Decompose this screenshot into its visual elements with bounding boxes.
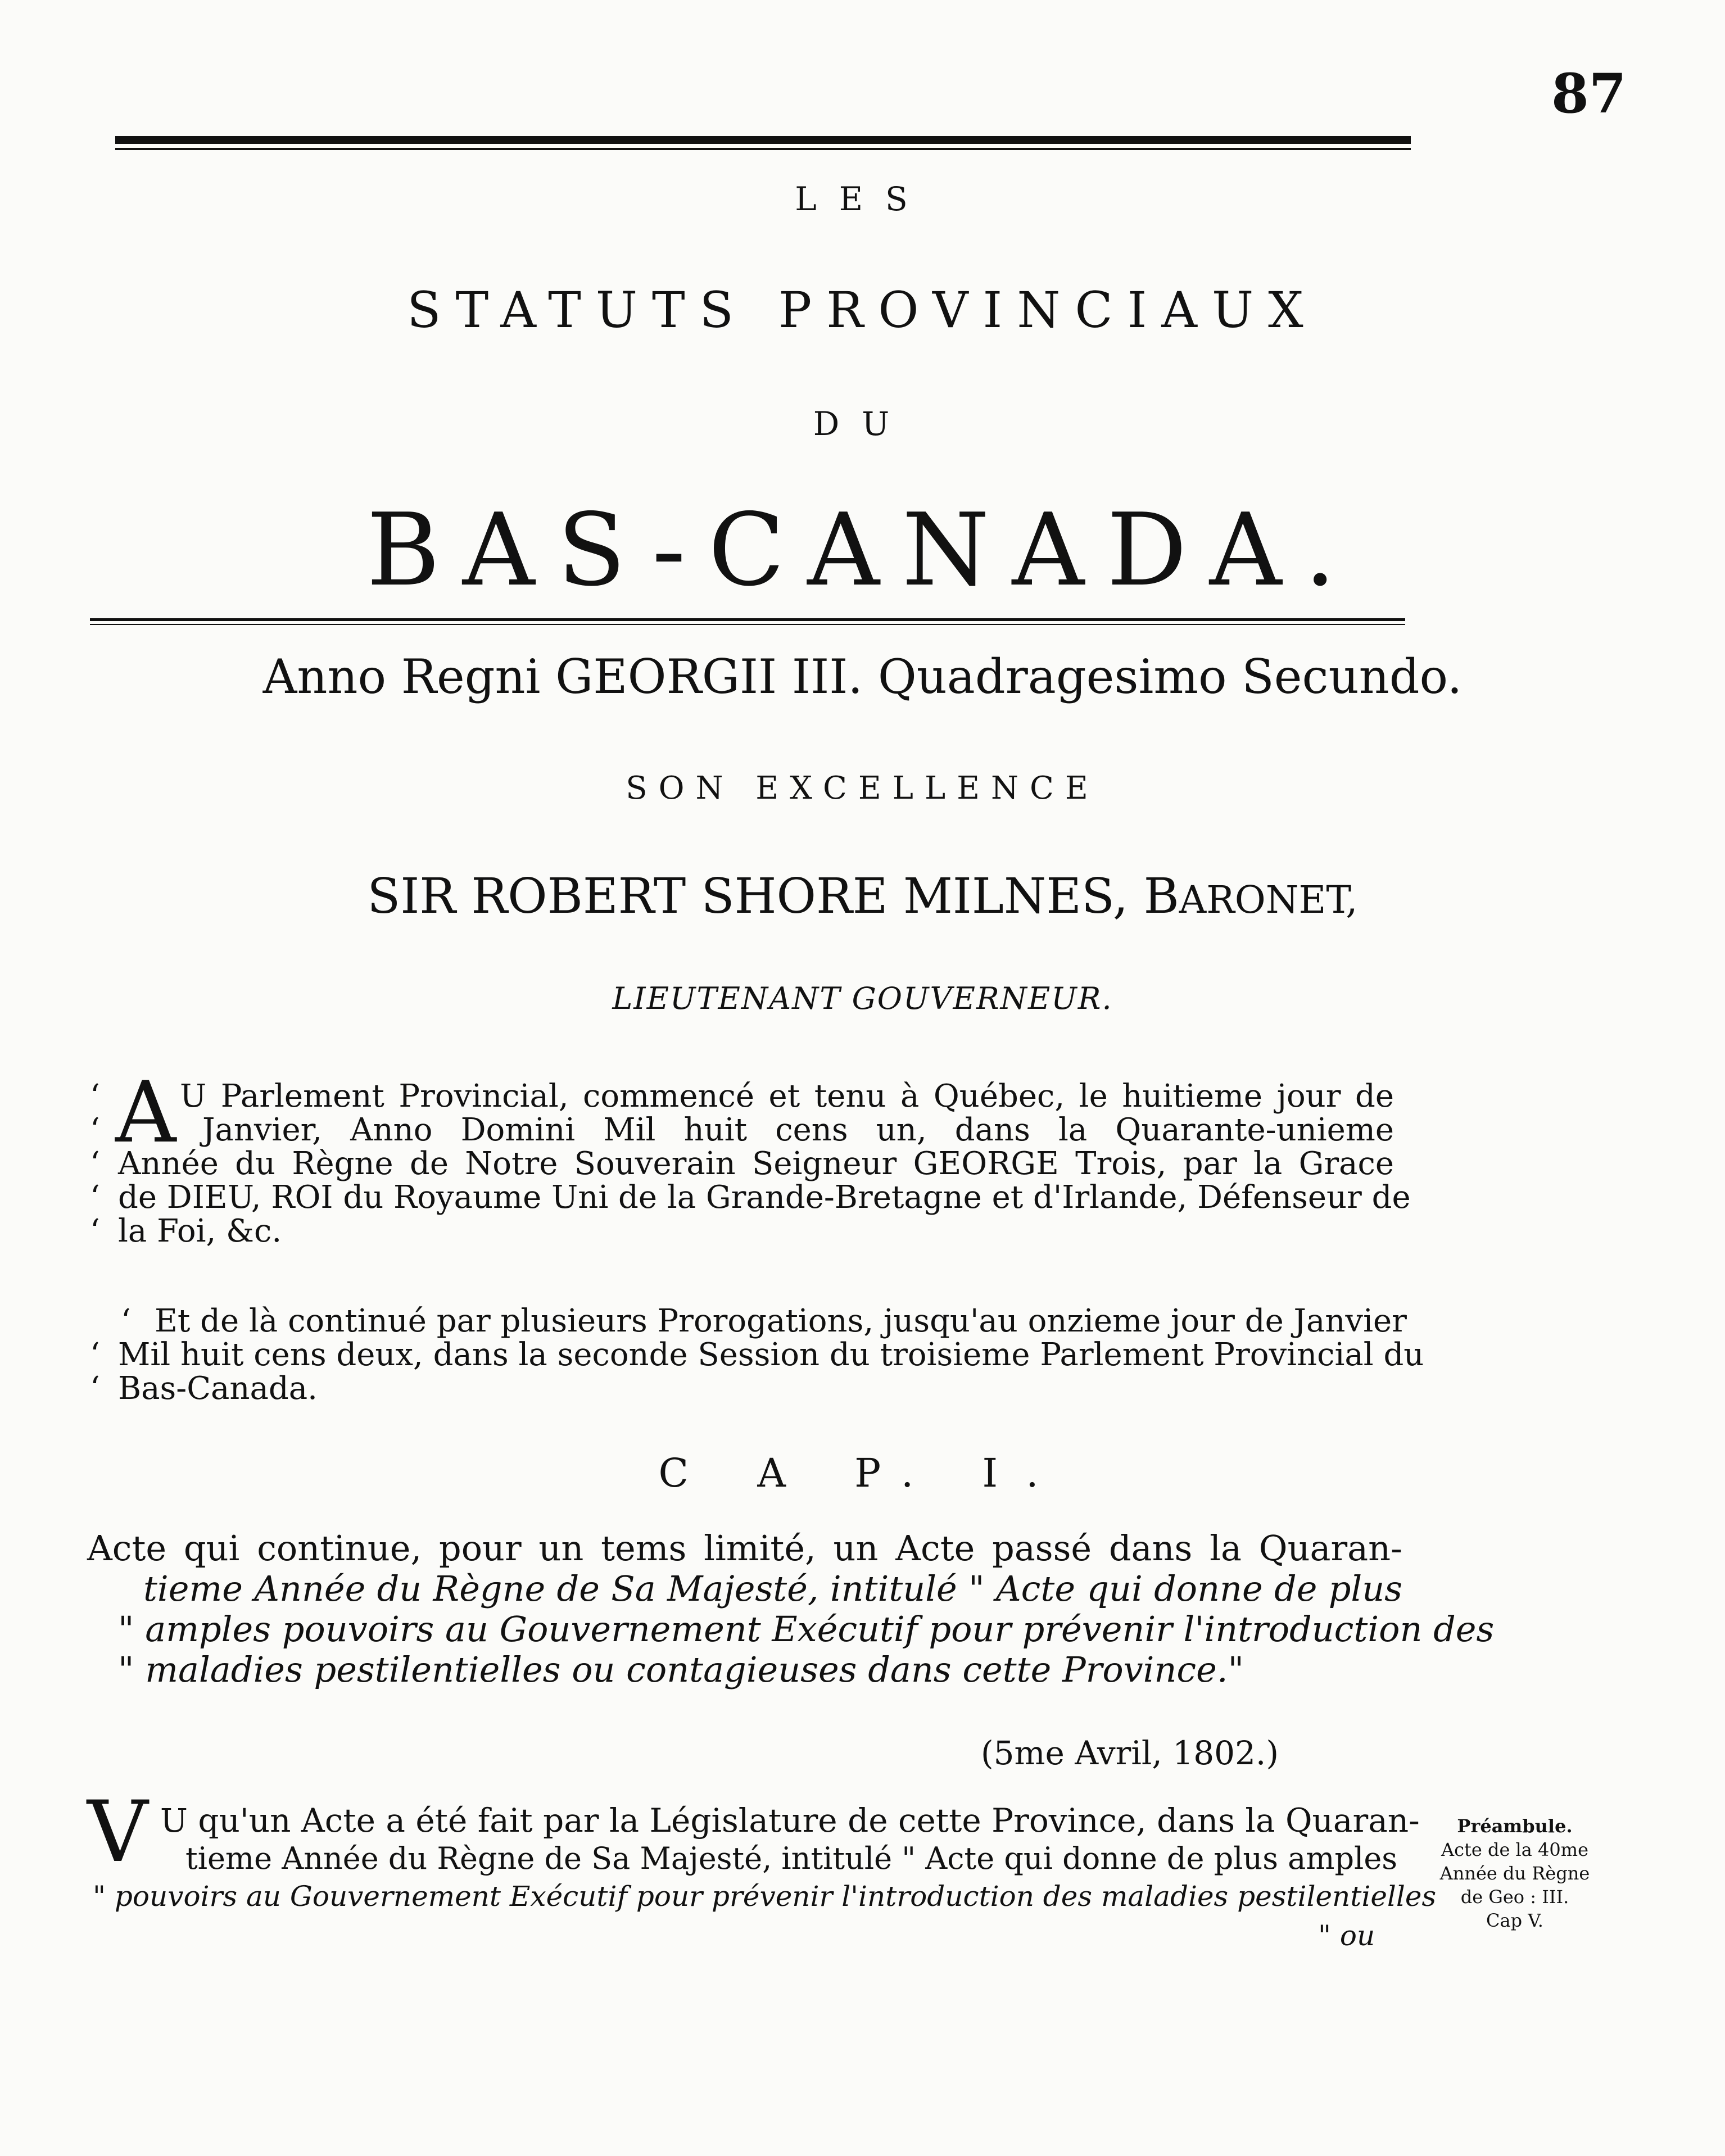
body-line: U qu'un Acte a été fait par la Législature de cette Province, dans la Quaran-	[160, 1801, 1420, 1840]
governor-title: LIEUTENANT GOUVERNEUR.	[612, 981, 1113, 1016]
section-rule-thin	[90, 624, 1405, 625]
governor-rank-initial: B	[1143, 868, 1179, 925]
quote-mark: ‘	[90, 1213, 100, 1249]
governor-name	[0, 868, 1725, 925]
act-title-line: Acte qui continue, pour un tems limité, un Acte passé dans la Quaran-	[87, 1528, 1402, 1569]
title-statuts: STATUTS PROVINCIAUX	[407, 281, 1318, 339]
page-number: 87	[1551, 62, 1627, 125]
act-title-line: " maladies pestilentielles ou contagieuses dans cette Province."	[118, 1649, 1244, 1690]
preamble-line: U Parlement Provincial, commencé et tenu à Québec, le huitieme jour de	[180, 1078, 1394, 1115]
body-line: " pouvoirs au Gouvernement Exécutif pour prévenir l'introduction des maladies pestilentielles	[93, 1880, 1437, 1913]
title-bas-canada: BAS-CANADA.	[366, 492, 1359, 608]
preamble-line: Bas-Canada.	[118, 1370, 318, 1407]
body-line: tieme Année du Règne de Sa Majesté, intitulé " Acte qui donne de plus amples	[185, 1841, 1397, 1876]
margin-note-line: Acte de la 40me	[1441, 1839, 1589, 1860]
quote-mark: ‘	[90, 1370, 100, 1407]
margin-note-line: Préambule.	[1457, 1815, 1573, 1837]
act-title-line: tieme Année du Règne de Sa Majesté, intitulé " Acte qui donne de plus	[143, 1568, 1402, 1609]
preamble-line: Et de là continué par plusieurs Prorogations, jusqu'au onzieme jour de Janvier	[155, 1303, 1407, 1339]
quote-mark: ‘	[90, 1337, 100, 1373]
catchword: " ou	[1318, 1919, 1375, 1952]
quote-mark: ‘	[121, 1303, 131, 1339]
margin-note-line: Année du Règne	[1439, 1863, 1590, 1884]
regnal-year-line: Anno Regni GEORGII III. Quadragesimo Secundo.	[262, 649, 1463, 704]
act-date: (5me Avril, 1802.)	[981, 1734, 1279, 1772]
drop-cap-v: V	[87, 1783, 148, 1881]
preamble-line: de DIEU, ROI du Royaume Uni de la Grande-Bretagne et d'Irlande, Défenseur de	[118, 1179, 1411, 1216]
preamble-line: la Foi, &c.	[118, 1213, 282, 1249]
quote-mark: ‘	[90, 1112, 100, 1148]
margin-note-line: Cap V.	[1486, 1910, 1543, 1931]
quote-mark: ‘	[90, 1179, 100, 1216]
excellence-heading: SON EXCELLENCE	[626, 770, 1099, 807]
title-les: LES	[795, 180, 930, 218]
preamble-line: Mil huit cens deux, dans la seconde Session du troisieme Parlement Provincial du	[118, 1337, 1424, 1373]
preamble-line: Année du Règne de Notre Souverain Seigneur GEORGE Trois, par la Grace	[118, 1145, 1394, 1182]
section-rule	[90, 618, 1405, 621]
preamble-line: Janvier, Anno Domini Mil huit cens un, dans la Quarante-unieme	[202, 1112, 1394, 1148]
quote-mark: ‘	[90, 1078, 100, 1115]
governor-name-text: SIR ROBERT SHORE MILNES,	[367, 868, 1129, 925]
margin-note-line: de Geo : III.	[1460, 1886, 1569, 1908]
governor-rank-rest: ARONET,	[1179, 878, 1358, 922]
quote-mark: ‘	[90, 1145, 100, 1182]
title-du: DU	[813, 405, 912, 443]
chapter-heading: C A P. I.	[658, 1450, 1067, 1496]
top-rule	[115, 136, 1411, 144]
drop-cap-a: A	[115, 1064, 176, 1162]
act-title-line: " amples pouvoirs au Gouvernement Exécutif pour prévenir l'introduction des	[118, 1609, 1495, 1650]
top-rule-thin	[115, 148, 1411, 150]
